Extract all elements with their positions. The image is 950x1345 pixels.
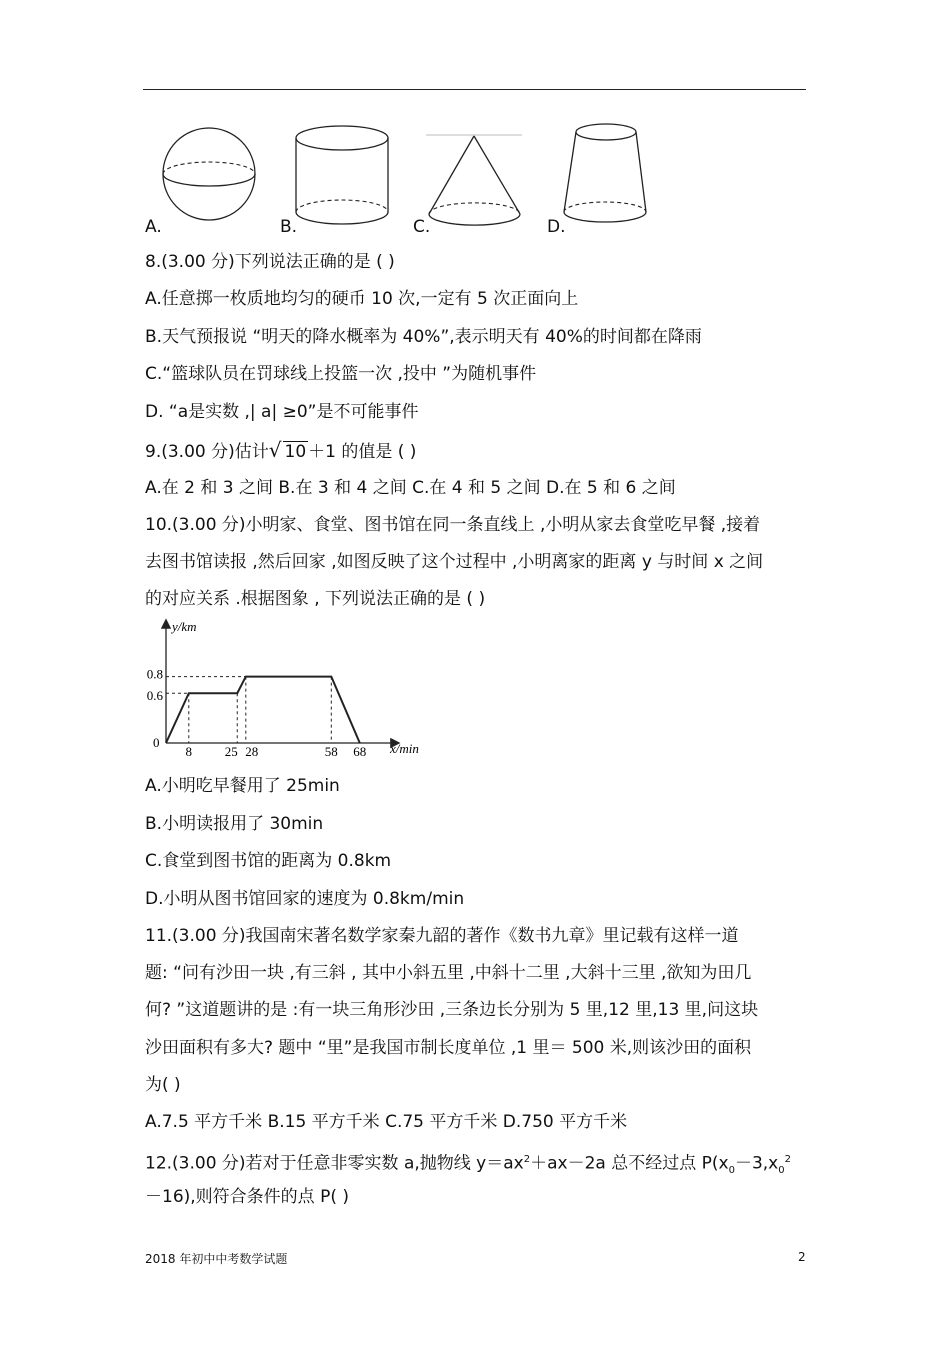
x-tick-label: 8 [185,744,193,759]
header-rule [143,89,806,90]
solid-label-b: B. [280,217,298,237]
q10-option-d: D.小明从图书馆回家的速度为 0.8km/min [145,889,465,909]
q11-line-1: 11.(3.00 分)我国南宋著名数学家秦九韶的著作《数书九章》里记载有这样一道 [145,926,739,946]
q11-line-2: 题: “问有沙田一块 ,有三斜 , 其中小斜五里 ,中斜十二里 ,大斜十三里 ,欲知为田几 [145,963,752,983]
q12-line-2: －16),则符合条件的点 P( ) [145,1187,349,1207]
q8-stem: 8.(3.00 分)下列说法正确的是 ( ) [145,252,395,272]
q10-option-c: C.食堂到图书馆的距离为 0.8km [145,851,392,871]
q11-options: A.7.5 平方千米 B.15 平方千米 C.75 平方千米 D.750 平方千米 [145,1112,628,1132]
q12-text-mid: ＋ax－2a 总不经过点 P(x [530,1153,729,1174]
sphere-figure [163,128,255,220]
q12-line-1 [145,1150,791,1181]
q12-text-post: －3,x [734,1153,779,1174]
origin-label: 0 [153,735,160,750]
q9-stem-post: ＋1 的值是 ( ) [308,442,417,462]
q12-sub-2: 0 [778,1165,785,1177]
q8-option-b: B.天气预报说 “明天的降水概率为 40%”,表示明天有 40%的时间都在降雨 [145,327,702,347]
x-tick-label: 58 [324,744,338,759]
q10-line-1: 10.(3.00 分)小明家、食堂、图书馆在同一条直线上 ,小明从家去食堂吃早餐 ,接着 [145,515,761,535]
x-tick-label: 68 [353,744,367,759]
q9-stem [145,440,416,462]
q10-option-b: B.小明读报用了 30min [145,814,324,834]
q12-sub-1: 0 [728,1165,735,1177]
cylinder-figure [296,126,388,224]
solid-label-c: C. [413,217,431,237]
q8-option-a: A.任意掷一枚质地均匀的硬币 10 次,一定有 5 次正面向上 [145,289,579,309]
q9-stem-pre: 9.(3.00 分)估计 [145,442,269,462]
solid-label-d: D. [547,217,566,237]
q9-options: A.在 2 和 3 之间 B.在 3 和 4 之间 C.在 4 和 5 之间 D.在 5 和 6 之间 [145,478,676,498]
y-axis-label: y/km [172,619,197,634]
frustum-figure [564,124,646,222]
solid-label-a: A. [145,217,162,237]
x-axis-label: x/min [390,741,419,756]
q12-text-pre: 12.(3.00 分)若对于任意非零实数 a,抛物线 y＝ax [145,1153,524,1174]
distance-time-graph [140,615,440,760]
q10-line-3: 的对应关系 .根据图象 , 下列说法正确的是 ( ) [145,589,486,609]
cone-figure [426,135,522,225]
footer-title: 2018 年初中中考数学试题 [145,1252,288,1266]
sqrt-sign: √ [268,438,282,462]
q12-sup-1: 2 [523,1154,531,1165]
y-tick-label: 0.8 [146,666,163,682]
page-number: 2 [798,1250,806,1264]
y-tick-label: 0.6 [146,688,163,704]
q11-line-4: 沙田面积有多大? 题中 “里”是我国市制长度单位 ,1 里＝ 500 米,则该沙田的面积 [145,1038,752,1058]
series-line [166,677,360,743]
q8-option-d: D. “a是实数 ,| a| ≥0”是不可能事件 [145,402,419,422]
q11-line-3: 何? ”这道题讲的是 :有一块三角形沙田 ,三条边长分别为 5 里,12 里,13 里,问这块 [145,1000,759,1020]
x-tick-label: 28 [245,744,259,759]
q10-option-a: A.小明吃早餐用了 25min [145,776,340,796]
x-tick-label: 25 [224,744,238,759]
q10-line-2: 去图书馆读报 ,然后回家 ,如图反映了这个过程中 ,小明离家的距离 y 与时间 x 之间 [145,552,764,572]
q11-line-5: 为( ) [145,1075,181,1095]
q12-sup-2: 2 [784,1154,791,1165]
q8-option-c: C.“篮球队员在罚球线上投篮一次 ,投中 ”为随机事件 [145,364,537,384]
q9-radicand: 10 [284,442,307,462]
